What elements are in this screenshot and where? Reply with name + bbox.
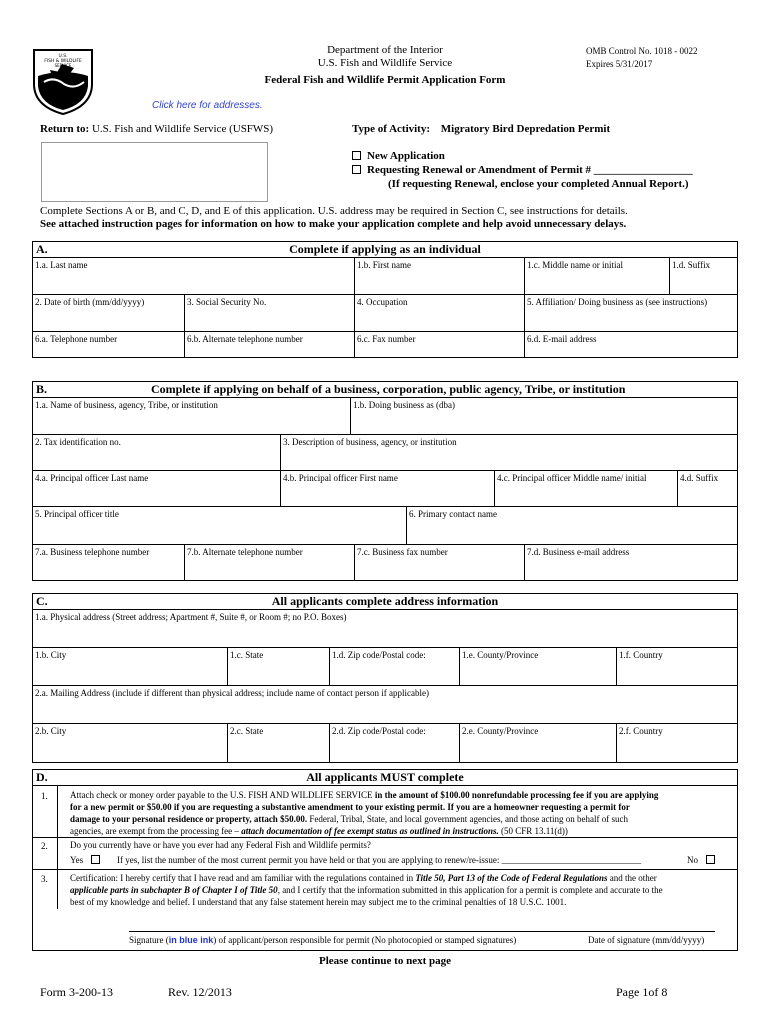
item-3-line-2a: applicable parts in subchapter B of Chapter I of Title 50 bbox=[70, 885, 278, 895]
item-3-text bbox=[70, 872, 734, 908]
item-3-line-1b: Title 50, Part 13 of the Code of Federal Regulations bbox=[415, 873, 608, 883]
suffix-label: 1.d. Suffix bbox=[672, 260, 711, 270]
section-b-letter: B. bbox=[36, 382, 48, 396]
addresses-link[interactable]: Click here for addresses. bbox=[152, 100, 263, 111]
item-1-text-a: Attach check or money order payable to the U.S. FISH AND WILDLIFE SERVICE bbox=[70, 790, 375, 800]
mailing-city-label: 2.b. City bbox=[35, 726, 67, 736]
item-1-line-2: for a new permit or $50.00 if you are requesting a substantive amendment to your existing permit. If you are a homeowner requesting a permit for bbox=[70, 802, 630, 812]
item-3-line-2b: , and I certify that the information submitted in this application for a permit is complete and accurate to the bbox=[277, 885, 663, 895]
zip-label: 1.d. Zip code/Postal code: bbox=[332, 650, 426, 660]
signature-label-blue: in blue ink bbox=[168, 935, 214, 945]
section-d-letter: D. bbox=[36, 770, 48, 784]
middle-name-label: 1.c. Middle name or initial bbox=[527, 260, 623, 270]
signature-label-pre: Signature ( bbox=[129, 935, 169, 945]
instructions-line-2: See attached instruction pages for information on how to make your application complete and help avoid unnecessary delays. bbox=[40, 218, 627, 230]
item-1-text-c: of $100.00 nonrefundable processing fee if you are applying bbox=[428, 790, 659, 800]
state-label: 1.c. State bbox=[230, 650, 264, 660]
continue-note: Please continue to next page bbox=[319, 955, 451, 967]
business-email-label: 7.d. Business e-mail address bbox=[527, 547, 630, 557]
section-c-title: All applicants complete address information bbox=[271, 594, 499, 608]
renewal-note: (If requesting Renewal, enclose your completed Annual Report.) bbox=[388, 178, 689, 190]
country-field[interactable] bbox=[617, 648, 737, 686]
business-telephone-field[interactable] bbox=[33, 545, 185, 580]
logo-text-1: U.S. bbox=[58, 54, 68, 59]
mailing-address-label: 2.a. Mailing Address (include if different than physical address; include name of contact person if applicable) bbox=[35, 688, 429, 698]
revision: Rev. 12/2013 bbox=[168, 985, 232, 999]
officer-last-name-field[interactable] bbox=[33, 471, 281, 507]
occupation-field[interactable] bbox=[355, 295, 525, 332]
officer-suffix-field[interactable] bbox=[678, 471, 737, 507]
logo-text-2: FISH & WILDLIFE bbox=[44, 59, 82, 64]
physical-address-field[interactable] bbox=[33, 610, 737, 648]
physical-address-label: 1.a. Physical address (Street address; Apartment #, Suite #, or Room #; no P.O. Boxes) bbox=[35, 612, 347, 622]
officer-last-name-label: 4.a. Principal officer Last name bbox=[35, 473, 149, 483]
last-name-label: 1.a. Last name bbox=[35, 260, 88, 270]
business-name-label: 1.a. Name of business, agency, Tribe, or institution bbox=[35, 400, 218, 410]
form-number: Form 3-200-13 bbox=[40, 985, 113, 999]
item-3-number: 3. bbox=[41, 874, 48, 884]
item-2-yes-label: Yes bbox=[70, 855, 84, 865]
signature-label bbox=[129, 934, 516, 946]
item-1-line-4c: (50 CFR 13.11(d)) bbox=[498, 826, 568, 836]
telephone-label: 6.a. Telephone number bbox=[35, 334, 118, 344]
signature-label-post: ) of applicant/person responsible for permit (No photocopied or stamped signatures) bbox=[213, 935, 517, 945]
section-a-title: Complete if applying as an individual bbox=[289, 242, 481, 256]
usfws-logo bbox=[30, 46, 96, 116]
email-label: 6.d. E-mail address bbox=[527, 334, 597, 344]
item-1-line-3b: Federal, Tribal, State, and local government agencies, and those acting on behalf of such bbox=[307, 814, 628, 824]
business-alt-telephone-label: 7.b. Alternate telephone number bbox=[187, 547, 303, 557]
dba-field[interactable] bbox=[351, 398, 737, 435]
department-name: Department of the Interior bbox=[327, 44, 443, 56]
business-fax-label: 7.c. Business fax number bbox=[357, 547, 448, 557]
officer-title-field[interactable] bbox=[33, 507, 407, 545]
primary-contact-field[interactable] bbox=[407, 507, 737, 545]
affiliation-field[interactable] bbox=[525, 295, 737, 332]
telephone-field[interactable] bbox=[33, 332, 185, 357]
return-to-value: U.S. Fish and Wildlife Service (USFWS) bbox=[91, 123, 274, 135]
section-c bbox=[32, 593, 738, 763]
suffix-field[interactable] bbox=[670, 258, 737, 295]
officer-middle-name-label: 4.c. Principal officer Middle name/ initial bbox=[497, 473, 647, 483]
mailing-address-field[interactable] bbox=[33, 686, 737, 724]
section-b-title: Complete if applying on behalf of a business, corporation, public agency, Tribe, or institution bbox=[151, 382, 626, 396]
omb-control-number: OMB Control No. 1018 - 0022 bbox=[586, 46, 698, 56]
section-c-letter: C. bbox=[36, 594, 48, 608]
affiliation-label: 5. Affiliation/ Doing business as (see instructions) bbox=[527, 297, 708, 307]
first-name-label: 1.b. First name bbox=[357, 260, 411, 270]
item-1-line-4b: attach documentation of fee exempt status as outlined in instructions. bbox=[241, 826, 499, 836]
mailing-city-field[interactable] bbox=[33, 724, 228, 762]
mailing-zip-field[interactable] bbox=[330, 724, 460, 762]
dba-label: 1.b. Doing business as (dba) bbox=[353, 400, 455, 410]
activity-value: Migratory Bird Depredation Permit bbox=[440, 123, 611, 135]
item-3-line-1c: and the other bbox=[607, 873, 657, 883]
mailing-zip-label: 2.d. Zip code/Postal code: bbox=[332, 726, 426, 736]
tax-id-field[interactable] bbox=[33, 435, 281, 471]
zip-field[interactable] bbox=[330, 648, 460, 686]
state-field[interactable] bbox=[228, 648, 330, 686]
renewal-option bbox=[352, 164, 693, 176]
mailing-county-label: 2.e. County/Province bbox=[462, 726, 539, 736]
item-2-number: 2. bbox=[41, 841, 48, 851]
item-1-line-3a: damage to your personal residence or property, attach $50.00. bbox=[70, 814, 308, 824]
section-a bbox=[32, 241, 738, 358]
mailing-country-field[interactable] bbox=[617, 724, 737, 762]
officer-first-name-field[interactable] bbox=[281, 471, 495, 507]
occupation-label: 4. Occupation bbox=[357, 297, 408, 307]
form-title: Federal Fish and Wildlife Permit Application Form bbox=[264, 74, 506, 86]
county-field[interactable] bbox=[460, 648, 617, 686]
fax-label: 6.c. Fax number bbox=[357, 334, 416, 344]
instructions-line-1: Complete Sections A or B, and C, D, and E of this application. U.S. address may be required in Section C, see instructions for details. bbox=[40, 205, 628, 217]
ssn-field[interactable] bbox=[185, 295, 355, 332]
last-name-field[interactable] bbox=[33, 258, 355, 295]
county-label: 1.e. County/Province bbox=[462, 650, 539, 660]
item-2-no-label: No bbox=[687, 855, 698, 865]
section-d-title: All applicants MUST complete bbox=[306, 770, 464, 784]
activity-label: Type of Activity: bbox=[352, 123, 431, 135]
mailing-county-field[interactable] bbox=[460, 724, 617, 762]
officer-suffix-label: 4.d. Suffix bbox=[680, 473, 719, 483]
page-number: Page 1of 8 bbox=[616, 985, 668, 999]
agency-name: U.S. Fish and Wildlife Service bbox=[317, 57, 453, 69]
business-email-field[interactable] bbox=[525, 545, 737, 580]
first-name-field[interactable] bbox=[355, 258, 525, 295]
city-field[interactable] bbox=[33, 648, 228, 686]
tax-id-label: 2. Tax identification no. bbox=[35, 437, 121, 447]
item-3-line-1a: Certification: I hereby certify that I have read and am familiar with the regulations contained in bbox=[70, 873, 416, 883]
section-a-letter: A. bbox=[36, 242, 48, 256]
city-label: 1.b. City bbox=[35, 650, 67, 660]
email-field[interactable] bbox=[525, 332, 737, 357]
logo-text-3: SERVICE bbox=[54, 63, 72, 68]
officer-first-name-label: 4.b. Principal officer First name bbox=[283, 473, 398, 483]
business-description-field[interactable] bbox=[281, 435, 737, 471]
business-description-label: 3. Description of business, agency, or institution bbox=[283, 437, 457, 447]
expiration-date: Expires 5/31/2017 bbox=[586, 59, 653, 69]
usfws-shield-icon bbox=[30, 46, 96, 116]
new-application-option bbox=[352, 150, 445, 162]
mailing-state-field[interactable] bbox=[228, 724, 330, 762]
item-2-text: If yes, list the number of the most current permit you have held or that you are applying to renew/re-issue: _______________________________ bbox=[117, 855, 642, 865]
return-to-label: Return to: bbox=[40, 123, 90, 135]
item-2-yes bbox=[70, 854, 106, 866]
country-label: 1.f. Country bbox=[619, 650, 663, 660]
signature-line[interactable] bbox=[129, 931, 715, 932]
item-2-yes-checkbox[interactable] bbox=[91, 855, 100, 864]
business-alt-telephone-field[interactable] bbox=[185, 545, 355, 580]
alt-telephone-label: 6.b. Alternate telephone number bbox=[187, 334, 303, 344]
renewal-label: Requesting Renewal or Amendment of Permit # __________________ bbox=[367, 164, 693, 176]
alt-telephone-field[interactable] bbox=[185, 332, 355, 357]
item-1-text bbox=[70, 789, 734, 837]
mailing-state-label: 2.c. State bbox=[230, 726, 264, 736]
fax-field[interactable] bbox=[355, 332, 525, 357]
address-box[interactable] bbox=[41, 142, 268, 202]
officer-title-label: 5. Principal officer title bbox=[35, 509, 119, 519]
dob-field[interactable] bbox=[33, 295, 185, 332]
dob-label: 2. Date of birth (mm/dd/yyyy) bbox=[35, 297, 145, 307]
item-2-no-checkbox[interactable] bbox=[706, 855, 715, 864]
middle-name-field[interactable] bbox=[525, 258, 670, 295]
activity-type bbox=[352, 123, 610, 135]
item-1-line-4a: agencies, are exempt from the processing fee – bbox=[70, 826, 242, 836]
signature-date-label: Date of signature (mm/dd/yyyy) bbox=[588, 935, 705, 945]
section-d bbox=[32, 769, 738, 951]
item-3-line-3: best of my knowledge and belief. I understand that any false statement herein may subject me to the criminal penalties of 18 U.S.C. 1001. bbox=[70, 897, 567, 907]
renewal-checkbox[interactable] bbox=[352, 165, 361, 174]
new-application-label: New Application bbox=[367, 150, 445, 162]
item-1-text-b: in the amount bbox=[374, 790, 429, 800]
new-application-checkbox[interactable] bbox=[352, 151, 361, 160]
item-2-no bbox=[687, 854, 721, 866]
mailing-country-label: 2.f. Country bbox=[619, 726, 663, 736]
item-1-number: 1. bbox=[41, 791, 48, 801]
return-to bbox=[40, 123, 273, 135]
business-fax-field[interactable] bbox=[355, 545, 525, 580]
business-telephone-label: 7.a. Business telephone number bbox=[35, 547, 150, 557]
officer-middle-name-field[interactable] bbox=[495, 471, 678, 507]
item-2-question: Do you currently have or have you ever had any Federal Fish and Wildlife permits? bbox=[70, 840, 371, 850]
business-name-field[interactable] bbox=[33, 398, 351, 435]
ssn-label: 3. Social Security No. bbox=[187, 297, 267, 307]
primary-contact-label: 6. Primary contact name bbox=[409, 509, 497, 519]
section-b bbox=[32, 381, 738, 581]
